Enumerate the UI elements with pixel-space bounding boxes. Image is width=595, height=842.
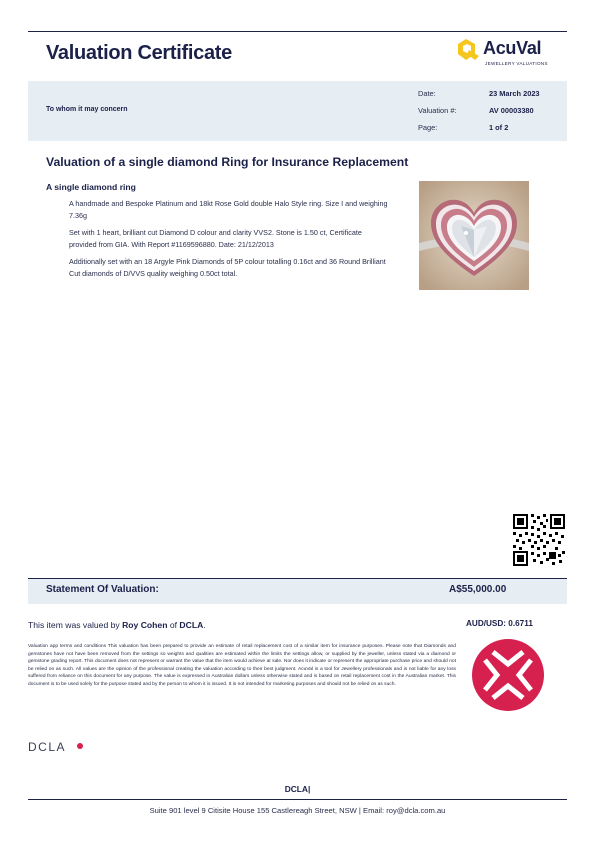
acuval-logo-tagline: JEWELLERY VALUATIONS [485,61,548,66]
section-title: Valuation of a single diamond Ring for Insurance Replacement [46,155,409,169]
dcla-emblem-icon [471,638,545,712]
footer-rule [28,799,567,800]
valuation-number-label: Valuation #: [418,106,457,115]
acuval-logo-word: AcuVal [483,38,542,58]
document-title: Valuation Certificate [46,42,232,64]
valuer-name: Roy Cohen [122,620,168,630]
page-label: Page: [418,123,438,132]
item-description-paragraph: A handmade and Bespoke Platinum and 18kt Rose Gold double Halo Style ring. Size I and weighing 7.36g [69,199,388,220]
page-value: 1 of 2 [489,123,509,132]
acuval-logo-icon [455,38,483,62]
valuation-number-value: AV 00003380 [489,106,534,115]
statement-value: A$55,000.00 [449,584,507,595]
salutation: To whom it may concern [46,106,128,113]
qr-code[interactable] [513,514,565,566]
acuval-logo [455,38,565,70]
ring-photo [419,181,529,290]
item-description-paragraph: Additionally set with an 18 Argyle Pink Diamonds of 5P colour totalling 0.16ct and 36 Round Brilliant Cut diamonds of D/VVS quality weighing 0.50ct total. [69,257,386,278]
footer-company: DCLA| [284,784,311,794]
item-title: A single diamond ring [46,182,136,192]
dcla-logo-word: DCLA [28,740,67,754]
valued-by-suffix: . [203,620,206,630]
date-value: 23 March 2023 [489,89,540,98]
valued-by-middle: of [167,620,180,630]
valuer-org: DCLA [179,620,204,630]
dcla-logo [28,740,88,760]
exchange-rate: AUD/USD: 0.6711 [466,619,533,628]
date-label: Date: [418,89,436,98]
dcla-logo-dot-icon [77,743,83,749]
terms-and-conditions: Valuation app terms and conditions This valuation has been prepared to provide an estimate of retail replacement cost of a similar item for insurance purposes. Please note that Diamonds and gemstones have not have been removed from the settings so weights and qualities are estimated within the limits the settings allow, or supplied by the jeweller, unless stated via a diamond or gemstone grading report. This document does not represent or warrant the value that the item would achieve at sale. Nor does it indicate or represent the appropriate purchase price and should not be relied on as such. All values are the opinion of the professional creating the valuation according to their best judgment. AcuVal is a tool for Jewellery professionals and is not liable for any loss suffered from reliance on this document for any purpose. The value is expressed in Australian dollars unless otherwise stated and is based on retail replacement cost in the Australian market. This document is to be used solely for the purpose stated and by the person to whom it is issued. It is not intended for marketing purposes and should not be relied on as such. [28,644,456,687]
statement-label: Statement Of Valuation: [46,584,159,595]
valued-by-prefix: This item was valued by [28,620,123,630]
valued-by-line [28,620,206,630]
item-description-paragraph: Set with 1 heart, brilliant cut Diamond D colour and clarity VVS2. Stone is 1.50 ct, Certificate provided from GIA. With Report #1169596880. Date: 21/12/2013 [69,228,362,249]
footer-address: Suite 901 level 9 Citisite House 155 Castlereagh Street, NSW | Email: roy@dcla.com.au [149,806,446,815]
header-rule [28,31,567,32]
